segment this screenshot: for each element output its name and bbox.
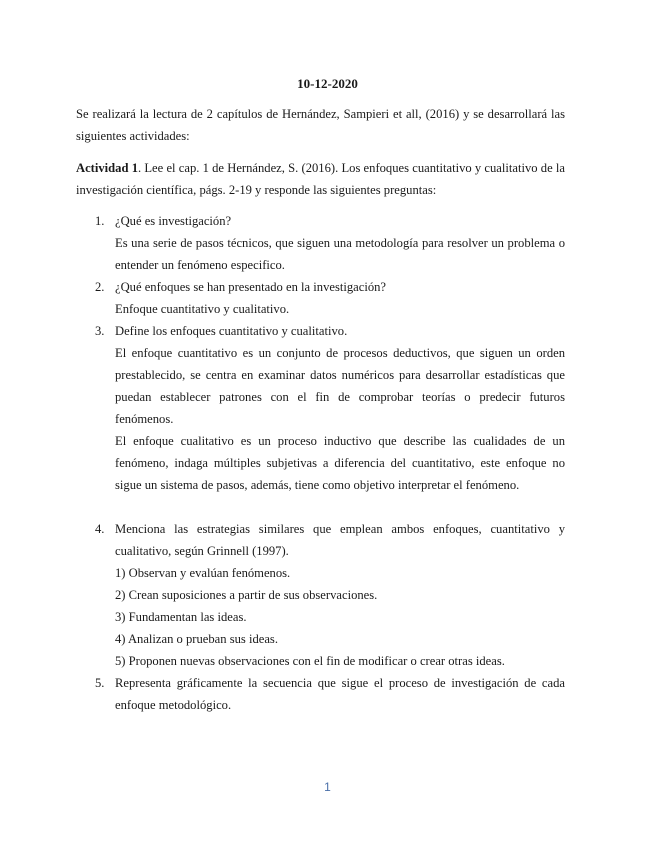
strategy-line: 2) Crean suposiciones a partir de sus observaciones. <box>115 588 378 602</box>
document-date: 10-12-2020 <box>297 76 358 91</box>
list-item <box>76 320 565 496</box>
item-question: ¿Qué es investigación? <box>115 214 232 228</box>
item-answer: Enfoque cuantitativo y cualitativo. <box>115 302 290 316</box>
list-item <box>76 672 565 716</box>
strategy-line: 5) Proponen nuevas observaciones con el fin de modificar o crear otras ideas. <box>115 654 505 668</box>
activity-label: Actividad 1 <box>76 161 138 175</box>
activity-text: . Lee el cap. 1 de Hernández, S. (2016). Los enfoques cuantitativo y cualitativo de la investigación científica, págs. 2-19 y responde las siguientes preguntas: <box>76 161 565 197</box>
questions-list <box>76 210 565 716</box>
item-question: ¿Qué enfoques se han presentado en la investigación? <box>115 280 387 294</box>
intro-paragraph: Se realizará la lectura de 2 capítulos de Hernández, Sampieri et all, (2016) y se desarrollará las siguientes actividades: <box>76 107 565 143</box>
list-item <box>76 276 565 320</box>
item-answer: El enfoque cuantitativo es un conjunto de procesos deductivos, que siguen un orden prestablecido, se centra en examinar datos numéricos para desarrollar estadísticas que puedan establecer patrones con el fin de comprobar teorías o predecir futuros fenómenos. <box>115 346 565 426</box>
page-number: 1 <box>324 780 331 794</box>
item-number: 3. <box>95 324 105 338</box>
item-question: Menciona las estrategias similares que emplean ambos enfoques, cuantitativo y cualitativo, según Grinnell (1997). <box>115 522 565 558</box>
activity-paragraph <box>76 157 565 201</box>
item-question: Define los enfoques cuantitativo y cualitativo. <box>115 324 348 338</box>
item-answer: El enfoque cualitativo es un proceso inductivo que describe las cualidades de un fenómeno, indaga múltiples subjetivas a diferencia del cuantitativo, este enfoque no sigue un sistema de pasos, además, tiene como objetivo interpretar el fenómeno. <box>115 434 565 492</box>
item-number: 4. <box>95 522 105 536</box>
item-number: 5. <box>95 676 105 690</box>
item-number: 2. <box>95 280 105 294</box>
item-question: Representa gráficamente la secuencia que sigue el proceso de investigación de cada enfoque metodológico. <box>115 676 565 712</box>
strategy-line: 4) Analizan o prueban sus ideas. <box>115 632 278 646</box>
list-item <box>76 210 565 276</box>
list-item <box>76 518 565 672</box>
strategy-line: 3) Fundamentan las ideas. <box>115 610 247 624</box>
item-answer: Es una serie de pasos técnicos, que siguen una metodología para resolver un problema o entender un fenómeno especifico. <box>115 236 565 272</box>
strategy-line: 1) Observan y evalúan fenómenos. <box>115 566 291 580</box>
item-number: 1. <box>95 214 105 228</box>
